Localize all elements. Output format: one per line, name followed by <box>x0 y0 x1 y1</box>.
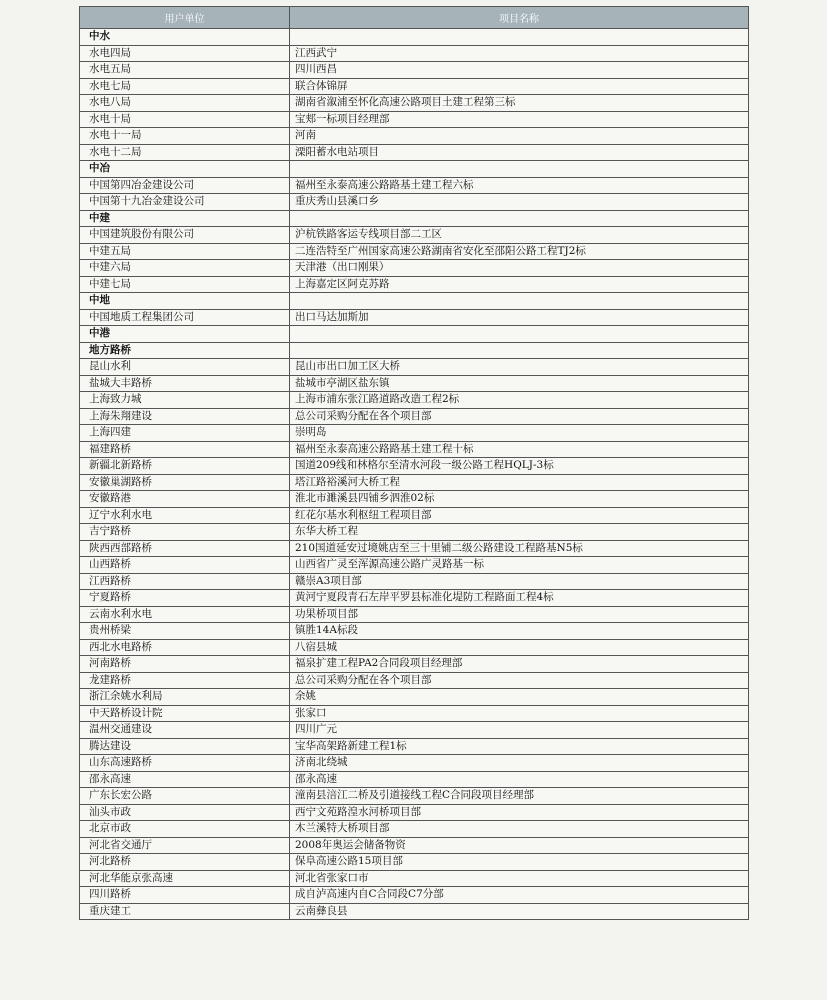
project-cell: 江西武宁 <box>290 45 749 62</box>
unit-cell: 上海四建 <box>80 425 290 442</box>
table-row <box>80 854 749 871</box>
project-cell: 八宿县城 <box>290 639 749 656</box>
project-cell: 福州至永泰高速公路路基土建工程十标 <box>290 441 749 458</box>
table-row <box>80 491 749 508</box>
project-cell: 保阜高速公路15项目部 <box>290 854 749 871</box>
unit-cell: 中国第四冶金建设公司 <box>80 177 290 194</box>
project-cell: 潼南县涪江二桥及引道接线工程C合同段项目经理部 <box>290 788 749 805</box>
table-row <box>80 392 749 409</box>
table-row <box>80 623 749 640</box>
table-row <box>80 606 749 623</box>
unit-cell: 中天路桥设计院 <box>80 705 290 722</box>
project-cell: 黄河宁夏段青石左岸平罗县标准化堤防工程路面工程4标 <box>290 590 749 607</box>
table-row <box>80 573 749 590</box>
unit-cell: 上海朱翔建设 <box>80 408 290 425</box>
unit-cell: 四川路桥 <box>80 887 290 904</box>
project-cell <box>290 210 749 227</box>
unit-cell: 陕西西部路桥 <box>80 540 290 557</box>
unit-cell: 宁夏路桥 <box>80 590 290 607</box>
table-row <box>80 738 749 755</box>
project-cell: 赣崇A3项目部 <box>290 573 749 590</box>
project-cell: 出口马达加斯加 <box>290 309 749 326</box>
unit-cell: 山西路桥 <box>80 557 290 574</box>
table-row <box>80 95 749 112</box>
table-row <box>80 672 749 689</box>
unit-cell: 中冶 <box>80 161 290 178</box>
table-row <box>80 755 749 772</box>
unit-cell: 水电十二局 <box>80 144 290 161</box>
group-row <box>80 342 749 359</box>
table-row <box>80 78 749 95</box>
table-row <box>80 870 749 887</box>
project-cell: 镇胜14A标段 <box>290 623 749 640</box>
unit-cell: 云南水利水电 <box>80 606 290 623</box>
project-cell <box>290 293 749 310</box>
project-cell: 总公司采购分配在各个项目部 <box>290 408 749 425</box>
project-cell: 溧阳蓄水电站项目 <box>290 144 749 161</box>
project-cell: 张家口 <box>290 705 749 722</box>
table-row <box>80 722 749 739</box>
unit-cell: 北京市政 <box>80 821 290 838</box>
unit-cell: 温州交通建设 <box>80 722 290 739</box>
unit-cell: 河北华能京张高速 <box>80 870 290 887</box>
project-cell: 山西省广灵至浑源高速公路广灵路基一标 <box>290 557 749 574</box>
table-body <box>80 29 749 920</box>
table-row <box>80 524 749 541</box>
unit-cell: 浙江余姚水利局 <box>80 689 290 706</box>
unit-cell: 水电八局 <box>80 95 290 112</box>
unit-cell: 河北省交通厅 <box>80 837 290 854</box>
unit-cell: 中地 <box>80 293 290 310</box>
project-cell: 福泉扩建工程PA2合同段项目经理部 <box>290 656 749 673</box>
project-cell: 重庆秀山县溪口乡 <box>290 194 749 211</box>
project-cell: 济南北绕城 <box>290 755 749 772</box>
table-row <box>80 227 749 244</box>
project-cell <box>290 29 749 46</box>
table-row <box>80 260 749 277</box>
project-cell: 余姚 <box>290 689 749 706</box>
unit-cell: 河北路桥 <box>80 854 290 871</box>
project-cell: 福州至永泰高速公路路基土建工程六标 <box>290 177 749 194</box>
table-row <box>80 243 749 260</box>
unit-cell: 中建五局 <box>80 243 290 260</box>
project-cell: 宝华高架路新建工程1标 <box>290 738 749 755</box>
unit-cell: 安徽巢湖路桥 <box>80 474 290 491</box>
project-cell: 宝郏一标项目经理部 <box>290 111 749 128</box>
unit-cell: 中水 <box>80 29 290 46</box>
project-cell: 上海市浦东张江路道路改造工程2标 <box>290 392 749 409</box>
table-row <box>80 309 749 326</box>
project-cell: 河南 <box>290 128 749 145</box>
unit-cell: 西北水电路桥 <box>80 639 290 656</box>
project-cell: 2008年奥运会储备物资 <box>290 837 749 854</box>
project-cell: 国道209线和林格尔至清水河段一级公路工程HQLJ-3标 <box>290 458 749 475</box>
unit-cell: 水电十一局 <box>80 128 290 145</box>
table-row <box>80 177 749 194</box>
table-row <box>80 705 749 722</box>
table-row <box>80 408 749 425</box>
unit-cell: 辽宁水利水电 <box>80 507 290 524</box>
project-cell <box>290 161 749 178</box>
unit-cell: 地方路桥 <box>80 342 290 359</box>
unit-cell: 邵永高速 <box>80 771 290 788</box>
project-cell: 总公司采购分配在各个项目部 <box>290 672 749 689</box>
table-row <box>80 903 749 920</box>
table-row <box>80 111 749 128</box>
project-cell: 东华大桥工程 <box>290 524 749 541</box>
project-cell: 崇明岛 <box>290 425 749 442</box>
table-row <box>80 540 749 557</box>
unit-cell: 新疆北新路桥 <box>80 458 290 475</box>
unit-cell: 汕头市政 <box>80 804 290 821</box>
table-row <box>80 788 749 805</box>
project-cell: 淮北市濉溪县四铺乡泗淮02标 <box>290 491 749 508</box>
table-row <box>80 771 749 788</box>
header-project: 项目名称 <box>290 7 749 29</box>
group-row <box>80 326 749 343</box>
group-row <box>80 210 749 227</box>
table-row <box>80 474 749 491</box>
unit-cell: 山东高速路桥 <box>80 755 290 772</box>
table-row <box>80 507 749 524</box>
header-unit: 用户单位 <box>80 7 290 29</box>
unit-cell: 中国地质工程集团公司 <box>80 309 290 326</box>
unit-cell: 福建路桥 <box>80 441 290 458</box>
project-cell: 成自泸高速内自C合同段C7分部 <box>290 887 749 904</box>
unit-cell: 中建七局 <box>80 276 290 293</box>
unit-cell: 贵州桥梁 <box>80 623 290 640</box>
table-row <box>80 804 749 821</box>
table-row <box>80 276 749 293</box>
project-cell: 塔江路裕溪河大桥工程 <box>290 474 749 491</box>
project-cell: 木兰溪特大桥项目部 <box>290 821 749 838</box>
unit-cell: 吉宁路桥 <box>80 524 290 541</box>
table-row <box>80 821 749 838</box>
client-project-table <box>79 6 749 920</box>
unit-cell: 重庆建工 <box>80 903 290 920</box>
project-cell: 四川广元 <box>290 722 749 739</box>
project-cell: 湖南省溆浦至怀化高速公路项目土建工程第三标 <box>290 95 749 112</box>
table-row <box>80 359 749 376</box>
project-cell: 昆山市出口加工区大桥 <box>290 359 749 376</box>
group-row <box>80 29 749 46</box>
unit-cell: 水电七局 <box>80 78 290 95</box>
unit-cell: 上海致力城 <box>80 392 290 409</box>
unit-cell: 中港 <box>80 326 290 343</box>
table-row <box>80 425 749 442</box>
project-cell: 功果桥项目部 <box>290 606 749 623</box>
table-row <box>80 128 749 145</box>
unit-cell: 中国第十九冶金建设公司 <box>80 194 290 211</box>
unit-cell: 广东长宏公路 <box>80 788 290 805</box>
unit-cell: 安徽路港 <box>80 491 290 508</box>
project-cell <box>290 326 749 343</box>
project-cell: 西宁文苑路湟水河桥项目部 <box>290 804 749 821</box>
table-row <box>80 557 749 574</box>
table-row <box>80 441 749 458</box>
unit-cell: 中建 <box>80 210 290 227</box>
unit-cell: 水电五局 <box>80 62 290 79</box>
project-cell: 邵永高速 <box>290 771 749 788</box>
table-header-row <box>80 7 749 29</box>
project-cell: 盐城市亭湖区盐东镇 <box>290 375 749 392</box>
table-row <box>80 837 749 854</box>
project-cell: 二连浩特至广州国家高速公路湖南省安化至邵阳公路工程TJ2标 <box>290 243 749 260</box>
project-cell: 四川西昌 <box>290 62 749 79</box>
unit-cell: 昆山水利 <box>80 359 290 376</box>
project-cell: 天津港（出口刚果） <box>290 260 749 277</box>
unit-cell: 河南路桥 <box>80 656 290 673</box>
table-row <box>80 375 749 392</box>
group-row <box>80 293 749 310</box>
table-row <box>80 590 749 607</box>
table-row <box>80 639 749 656</box>
table-row <box>80 689 749 706</box>
unit-cell: 腾达建设 <box>80 738 290 755</box>
project-cell: 沪杭铁路客运专线项目部二工区 <box>290 227 749 244</box>
project-cell: 河北省张家口市 <box>290 870 749 887</box>
project-cell: 联合体锦屏 <box>290 78 749 95</box>
unit-cell: 盐城大丰路桥 <box>80 375 290 392</box>
unit-cell: 中国建筑股份有限公司 <box>80 227 290 244</box>
table-row <box>80 458 749 475</box>
table-row <box>80 656 749 673</box>
unit-cell: 水电十局 <box>80 111 290 128</box>
project-cell: 上海嘉定区阿克苏路 <box>290 276 749 293</box>
table-row <box>80 45 749 62</box>
project-cell <box>290 342 749 359</box>
project-cell: 红花尔基水利枢纽工程项目部 <box>290 507 749 524</box>
table-row <box>80 887 749 904</box>
table-row <box>80 62 749 79</box>
group-row <box>80 161 749 178</box>
project-cell: 210国道延安过境姚店至三十里铺二级公路建设工程路基N5标 <box>290 540 749 557</box>
unit-cell: 龙建路桥 <box>80 672 290 689</box>
unit-cell: 江西路桥 <box>80 573 290 590</box>
table-row <box>80 144 749 161</box>
unit-cell: 中建六局 <box>80 260 290 277</box>
unit-cell: 水电四局 <box>80 45 290 62</box>
table-row <box>80 194 749 211</box>
project-cell: 云南彝良县 <box>290 903 749 920</box>
